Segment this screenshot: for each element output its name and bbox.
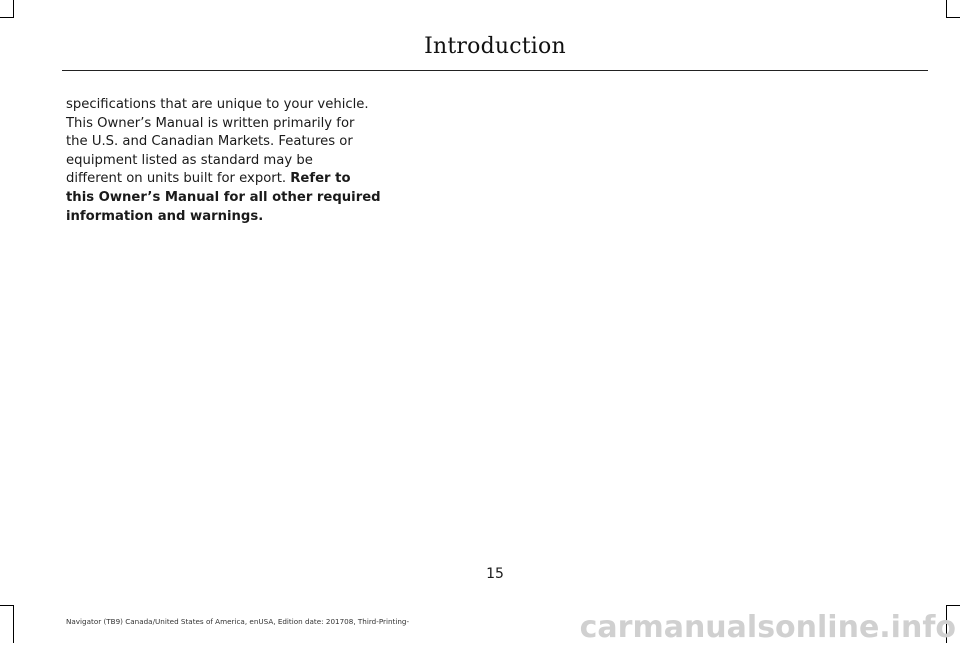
page-number: 15 [486,566,504,582]
body-line-normal-text: different on units built for export. [66,171,291,187]
crop-mark-top-right-vertical [946,0,947,18]
body-line: equipment listed as standard may be [66,152,313,168]
title-divider [62,70,928,71]
crop-mark-bottom-right-horizontal [946,605,960,606]
crop-mark-bottom-left-horizontal [0,605,14,606]
body-bold-line: information and warnings. [66,208,264,224]
page-title: Introduction [424,34,566,59]
body-line: the U.S. and Canadian Markets. Features or [66,134,353,150]
crop-mark-top-right-horizontal [946,17,960,18]
body-bold-line: this Owner’s Manual for all other required [66,189,381,205]
body-paragraph [66,96,381,226]
crop-mark-top-left-horizontal [0,17,14,18]
watermark-text: carmanualsonline.info [579,610,956,645]
body-line-mixed [66,170,366,189]
crop-mark-bottom-left-vertical [13,605,14,643]
edition-footer: Navigator (TB9) Canada/United States of America, enUSA, Edition date: 201708, Third-Printing- [66,617,410,626]
crop-mark-top-left-vertical [13,0,14,18]
body-line: specifications that are unique to your vehicle. [66,97,369,112]
body-line: This Owner’s Manual is written primarily for [66,115,355,131]
body-line-bold-text: Refer to [290,171,351,187]
